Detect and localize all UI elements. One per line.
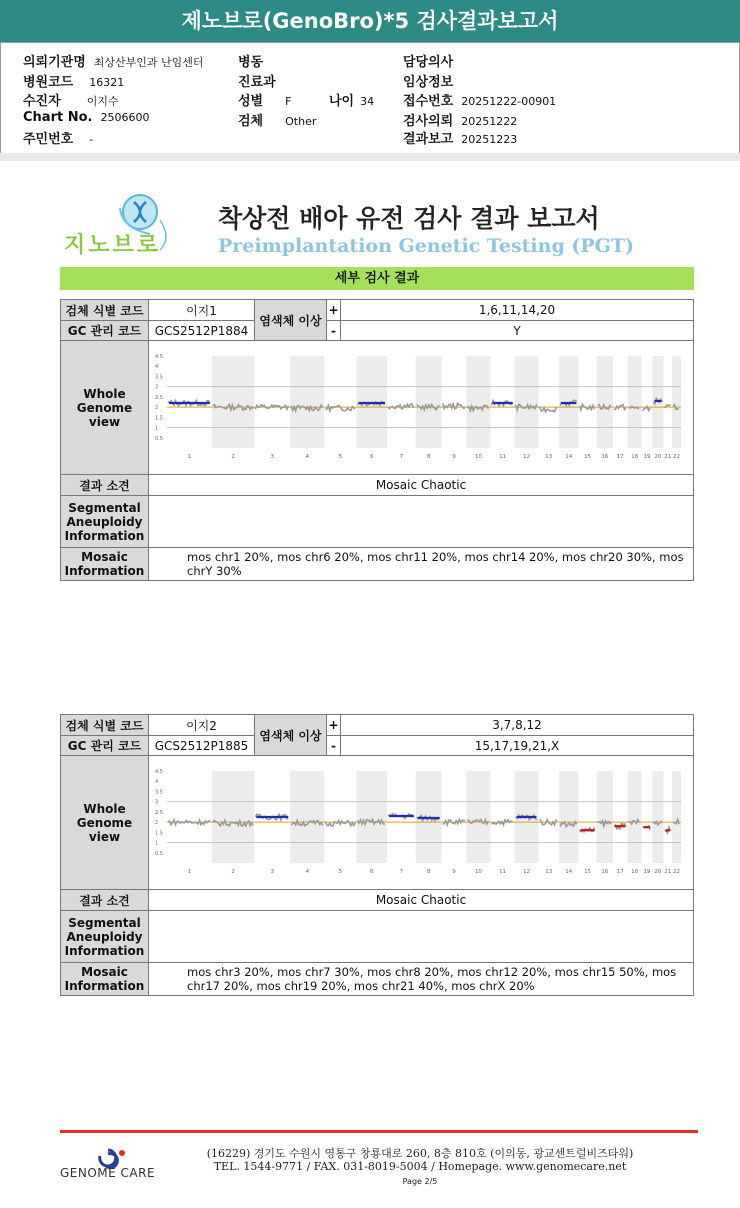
chromosome-label: 19 (643, 453, 651, 460)
chromosome-band-10 (466, 771, 490, 863)
chart-no-value: 2506600 (100, 111, 150, 124)
header-divider (0, 153, 740, 161)
loss-sign: - (327, 321, 341, 341)
specimen-id-label: 검체 식별 코드 (61, 300, 149, 321)
clinical-label: 임상정보 (403, 75, 454, 90)
chromosome-label: 12 (523, 453, 531, 460)
y-tick-label: 2.5 (155, 809, 163, 816)
sex-label: 성별 (238, 94, 264, 109)
abnormal-label: 염색체 이상 (255, 300, 327, 341)
accession-label: 접수번호 (403, 94, 454, 109)
rrn-field (23, 128, 93, 147)
chromosome-label: 20 (654, 868, 662, 875)
mosaic-value: mos chr3 20%, mos chr7 30%, mos chr8 20%, mos chr12 20%, mos chr15 50%, mos chr17 20%, mos chr19 20%, mos chr21 40%, mos chrX 20% (149, 963, 694, 996)
accession-field (403, 90, 556, 109)
chromosome-label: 19 (643, 868, 651, 875)
specimen-id-label: 검체 식별 코드 (61, 715, 149, 736)
chromosome-label: 20 (654, 453, 662, 460)
specimen-id-value: 이지2 (149, 715, 255, 736)
chromosome-label: 16 (601, 868, 609, 875)
chart-no-label: Chart No. (23, 110, 93, 125)
y-tick-label: 2 (155, 819, 159, 826)
y-tick-label: 4 (155, 363, 159, 370)
chromosome-label: 17 (616, 453, 624, 460)
chromosome-label: 14 (565, 868, 573, 875)
copy-number-trace-chr7 (388, 404, 414, 409)
gain-sign: + (327, 715, 341, 736)
clinical-field (403, 71, 461, 90)
chromosome-label: 4 (305, 868, 310, 875)
chromosome-label: 11 (499, 868, 507, 875)
y-tick-label: 2 (155, 404, 159, 411)
chromosome-label: 10 (474, 868, 482, 875)
y-tick-label: 0.5 (155, 850, 163, 857)
chromosome-band-22 (672, 356, 681, 448)
chromosome-band-8 (416, 356, 442, 448)
result-value: Mosaic Chaotic (149, 890, 694, 911)
y-tick-label: 4.5 (155, 353, 163, 360)
hospital-code-label: 병원코드 (23, 75, 74, 90)
chromosome-band-6 (357, 771, 387, 863)
report-date-value: 20251223 (461, 133, 518, 146)
y-tick-label: 1 (155, 840, 159, 847)
rrn-label: 주민번호 (23, 132, 74, 147)
sex-value: F (285, 95, 292, 108)
loss-sign: - (327, 736, 341, 756)
chromosome-band-14 (559, 771, 578, 863)
chromosome-label: 18 (631, 868, 639, 875)
copy-number-trace-chr5 (325, 820, 355, 825)
segmental-value (149, 496, 694, 548)
chromosome-label: 15 (584, 453, 592, 460)
copy-number-trace-chr5 (325, 405, 355, 410)
chromosome-label: 1 (187, 868, 192, 875)
chromosome-band-10 (466, 356, 490, 448)
chromosome-label: 16 (601, 453, 609, 460)
chromosome-label: 15 (584, 868, 592, 875)
copy-number-trace-chr17 (614, 404, 626, 409)
gain-sign: + (327, 300, 341, 321)
chromosome-label: 8 (426, 868, 431, 875)
chromosome-label: 13 (545, 453, 553, 460)
chromosome-label: 18 (631, 453, 639, 460)
y-tick-label: 1 (155, 425, 159, 432)
chromosome-label: 7 (399, 868, 404, 875)
footer-contact: TEL. 1544-9771 / FAX. 031-8019-5004 / Homepage. www.genomecare.net (213, 1160, 627, 1173)
y-tick-label: 3 (155, 384, 159, 391)
whole-genome-view-label: Whole Genome view (61, 341, 149, 475)
specimen-id-value: 이지1 (149, 300, 255, 321)
chromosome-label: 9 (452, 453, 456, 460)
footer-address: (16229) 경기도 수원시 영통구 창룡대로 260, 8층 810호 (이의동, 광교센트럴비즈타워) (206, 1147, 634, 1160)
copy-number-trace-chr16 (598, 404, 612, 409)
chromosome-label: 13 (545, 868, 553, 875)
chromosome-band-2 (212, 771, 255, 863)
patient-info-panel (0, 42, 740, 154)
chromosome-band-22 (672, 771, 681, 863)
specimen-value: Other (285, 115, 317, 128)
chromosome-band-16 (597, 771, 613, 863)
y-tick-label: 1.5 (155, 414, 163, 421)
request-date-label: 검사의뢰 (403, 114, 454, 129)
page-number: Page 2/5 (402, 1177, 438, 1186)
report-banner-title: 제노브로(GenoBro)*5 검사결과보고서 (0, 0, 740, 42)
report-date-field (403, 128, 517, 147)
chromosome-band-4 (290, 356, 324, 448)
whole-genome-chart-cell (149, 756, 694, 890)
section-title: 세부 검사 결과 (60, 267, 694, 290)
ward-field (238, 51, 271, 70)
chromosome-label: 2 (231, 453, 235, 460)
chromosome-label: 10 (474, 453, 482, 460)
gc-code-value: GCS2512P1884 (149, 321, 255, 341)
chromosome-band-18 (628, 356, 642, 448)
chromosome-band-16 (597, 356, 613, 448)
segmental-label: Segmental Aneuploidy Information (61, 496, 149, 548)
gain-chromosomes: 3,7,8,12 (341, 715, 694, 736)
gc-code-label: GC 관리 코드 (61, 736, 149, 756)
chromosome-band-2 (212, 356, 255, 448)
chromosome-band-20 (652, 771, 663, 863)
specimen-label: 검체 (238, 114, 264, 129)
gc-code-value: GCS2512P1885 (149, 736, 255, 756)
chromosome-band-18 (628, 771, 642, 863)
report-title-english: Preimplantation Genetic Testing (PGT) (218, 235, 634, 257)
age-field (329, 90, 374, 109)
institution-value: 최상산부인과 난임센터 (93, 56, 204, 69)
chromosome-label: 5 (338, 868, 343, 875)
y-tick-label: 0.5 (155, 435, 163, 442)
whole-genome-chart (153, 348, 687, 468)
company-name: GENOME CARE (60, 1166, 156, 1180)
chromosome-label: 3 (270, 453, 275, 460)
doctor-label: 담당의사 (403, 55, 454, 70)
chromosome-label: 2 (231, 868, 235, 875)
segmental-label: Segmental Aneuploidy Information (61, 911, 149, 963)
chromosome-band-4 (290, 771, 324, 863)
y-tick-label: 4.5 (155, 768, 163, 775)
doctor-field (403, 51, 461, 70)
result-value: Mosaic Chaotic (149, 475, 694, 496)
chromosome-label: 3 (270, 868, 275, 875)
chromosome-label: 12 (523, 868, 531, 875)
age-label: 나이 (329, 94, 355, 109)
chromosome-label: 6 (370, 868, 374, 875)
copy-number-trace-chr13 (540, 819, 558, 825)
mosaic-value: mos chr1 20%, mos chr6 20%, mos chr11 20%, mos chr14 20%, mos chr20 30%, mos chrY 30% (149, 548, 694, 581)
chromosome-label: 7 (399, 453, 404, 460)
institution-field (23, 51, 204, 70)
chromosome-label: 6 (370, 453, 374, 460)
examinee-value: 이지수 (86, 95, 119, 108)
report-date-label: 결과보고 (403, 132, 454, 147)
mosaic-label: Mosaic Information (61, 963, 149, 996)
result-label: 결과 소견 (61, 890, 149, 911)
sample-result-table-1 (60, 299, 694, 581)
sex-field (238, 90, 291, 109)
institution-label: 의뢰기관명 (23, 55, 86, 70)
chromosome-label: 21 (664, 453, 672, 460)
hospital-code-field (23, 71, 124, 90)
copy-number-trace-chr9 (443, 403, 466, 408)
footer-divider (60, 1130, 698, 1133)
chromosome-label: 1 (187, 453, 192, 460)
hospital-code-value: 16321 (89, 76, 125, 89)
whole-genome-view-label: Whole Genome view (61, 756, 149, 890)
y-tick-label: 3 (155, 799, 159, 806)
chromosome-label: 17 (616, 868, 624, 875)
loss-chromosomes: Y (341, 321, 694, 341)
segmental-value (149, 911, 694, 963)
whole-genome-chart-cell (149, 341, 694, 475)
chromosome-label: 21 (664, 868, 672, 875)
whole-genome-chart (153, 763, 687, 883)
gain-chromosomes: 1,6,11,14,20 (341, 300, 694, 321)
dept-field (238, 71, 284, 90)
result-label: 결과 소견 (61, 475, 149, 496)
chromosome-label: 11 (499, 453, 507, 460)
chart-no-field (23, 110, 149, 125)
y-tick-label: 1.5 (155, 829, 163, 836)
dept-label: 진료과 (238, 75, 276, 90)
y-tick-label: 3.5 (155, 373, 163, 380)
copy-number-trace-chr11 (492, 819, 513, 824)
ward-label: 병동 (238, 55, 264, 70)
genobro-logo-text: 지노브로 (64, 233, 162, 258)
report-title-korean: 착상전 배아 유전 검사 결과 보고서 (218, 204, 600, 233)
gc-code-label: GC 관리 코드 (61, 321, 149, 341)
chromosome-label: 8 (426, 453, 431, 460)
chromosome-label: 22 (673, 868, 681, 875)
sample-result-table-2 (60, 714, 694, 996)
rrn-value: - (89, 133, 94, 146)
examinee-field (23, 90, 119, 109)
chromosome-label: 9 (452, 868, 456, 875)
chromosome-label: 5 (338, 453, 343, 460)
chromosome-label: 22 (673, 453, 681, 460)
chromosome-label: 14 (565, 453, 573, 460)
y-tick-label: 2.5 (155, 394, 163, 401)
y-tick-label: 3.5 (155, 788, 163, 795)
age-value: 34 (360, 95, 375, 108)
y-tick-label: 4 (155, 778, 159, 785)
abnormal-label: 염색체 이상 (255, 715, 327, 756)
accession-value: 20251222-00901 (461, 95, 557, 108)
chromosome-band-12 (515, 356, 539, 448)
mosaic-label: Mosaic Information (61, 548, 149, 581)
specimen-field (238, 110, 316, 129)
request-date-field (403, 110, 517, 129)
examinee-label: 수진자 (23, 94, 61, 109)
chromosome-label: 4 (305, 453, 310, 460)
request-date-value: 20251222 (461, 115, 518, 128)
loss-chromosomes: 15,17,19,21,X (341, 736, 694, 756)
